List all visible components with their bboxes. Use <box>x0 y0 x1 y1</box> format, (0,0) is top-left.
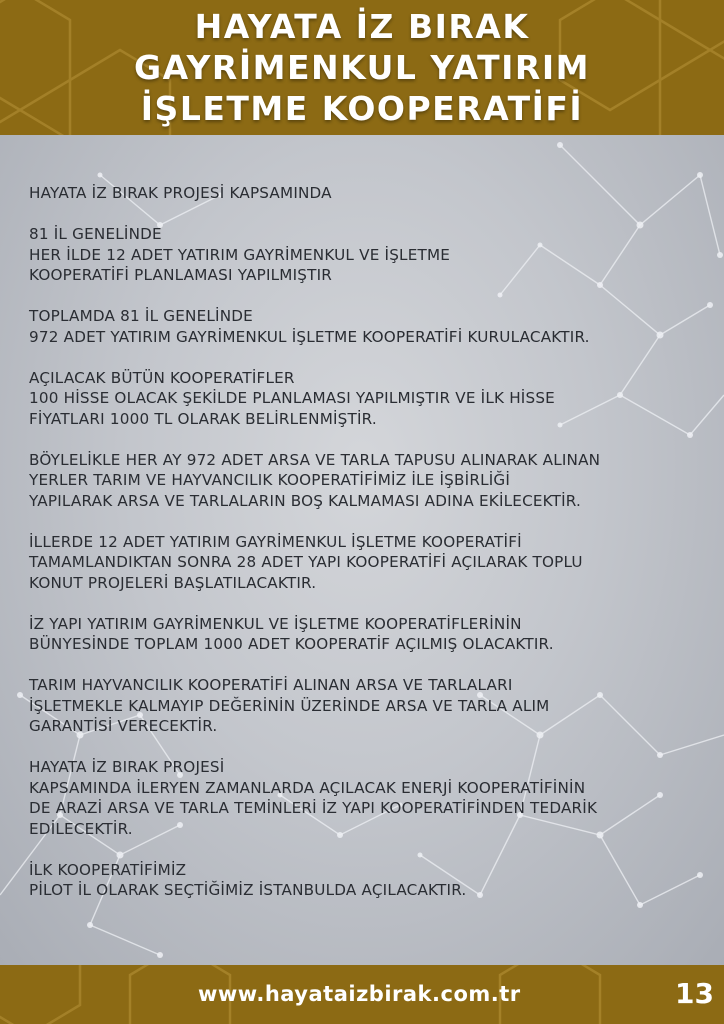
text-line: DE ARAZİ ARSA VE TARLA TEMİNLERİ İZ YAPI KOOPERATİFİNDEN TEDARİK <box>29 799 598 817</box>
text-line: 81 İL GENELİNDE <box>29 225 162 243</box>
text-line: TOPLAMDA 81 İL GENELİNDE <box>29 307 253 325</box>
text-line: 100 HİSSE OLACAK ŞEKİLDE PLANLAMASI YAPILMIŞTIR VE İLK HİSSE <box>29 389 555 407</box>
paragraph <box>29 614 719 655</box>
paragraph <box>29 532 719 594</box>
page-title <box>0 6 724 129</box>
text-line: HAYATA İZ BIRAK PROJESİ KAPSAMINDA <box>29 184 332 202</box>
text-line: TAMAMLANDIKTAN SONRA 28 ADET YAPI KOOPERATİFİ AÇILARAK TOPLU <box>29 553 583 571</box>
text-line: TARIM HAYVANCILIK KOOPERATİFİ ALINAN ARSA VE TARLALARI <box>29 676 513 694</box>
text-line: GARANTİSİ VERECEKTİR. <box>29 717 218 735</box>
paragraph <box>29 306 719 347</box>
text-line: İLLERDE 12 ADET YATIRIM GAYRİMENKUL İŞLETME KOOPERATİFİ <box>29 532 522 551</box>
paragraph <box>29 224 719 286</box>
body-text <box>29 183 719 921</box>
paragraph <box>29 368 719 430</box>
page-header <box>0 0 724 135</box>
text-line: İLK KOOPERATİFİMİZ <box>29 860 187 879</box>
text-line: FİYATLARI 1000 TL OLARAK BELİRLENMİŞTİR. <box>29 409 377 428</box>
paragraph <box>29 675 719 737</box>
text-line: EDİLECEKTİR. <box>29 819 133 838</box>
page-number: 13 <box>675 977 714 1010</box>
text-line: İŞLETMEKLE KALMAYIP DEĞERİNİN ÜZERİNDE ARSA VE TARLA ALIM <box>29 696 550 715</box>
text-line: HER İLDE 12 ADET YATIRIM GAYRİMENKUL VE İŞLETME <box>29 245 451 264</box>
page-footer <box>0 965 724 1024</box>
text-line: HAYATA İZ BIRAK PROJESİ <box>29 758 225 776</box>
paragraph <box>29 757 719 839</box>
text-line: YAPILARAK ARSA VE TARLALARIN BOŞ KALMAMASI ADINA EKİLECEKTİR. <box>29 491 582 510</box>
title-line: İŞLETME KOOPERATİFİ <box>140 89 584 128</box>
text-line: BÖYLELİKLE HER AY 972 ADET ARSA VE TARLA TAPUSU ALINARAK ALINAN <box>29 450 601 469</box>
title-line: GAYRİMENKUL YATIRIM <box>134 48 590 87</box>
paragraph <box>29 183 719 204</box>
website-link[interactable]: www.hayataizbirak.com.tr <box>198 982 521 1006</box>
text-line: PİLOT İL OLARAK SEÇTİĞİMİZ İSTANBULDA AÇILACAKTIR. <box>29 881 467 899</box>
content-panel <box>0 135 724 965</box>
paragraph <box>29 450 719 512</box>
text-line: KAPSAMINDA İLERYEN ZAMANLARDA AÇILACAK ENERJİ KOOPERATİFİNİN <box>29 778 586 797</box>
text-line: BÜNYESİNDE TOPLAM 1000 ADET KOOPERATİF AÇILMIŞ OLACAKTIR. <box>29 635 554 653</box>
text-line: KONUT PROJELERİ BAŞLATILACAKTIR. <box>29 573 317 592</box>
text-line: İZ YAPI YATIRIM GAYRİMENKUL VE İŞLETME KOOPERATİFLERİNİN <box>29 614 522 633</box>
text-line: KOOPERATİFİ PLANLAMASI YAPILMIŞTIR <box>29 266 333 284</box>
paragraph <box>29 860 719 901</box>
text-line: YERLER TARIM VE HAYVANCILIK KOOPERATİFİMİZ İLE İŞBİRLİĞİ <box>29 471 511 489</box>
text-line: 972 ADET YATIRIM GAYRİMENKUL İŞLETME KOOPERATİFİ KURULACAKTIR. <box>29 327 590 346</box>
text-line: AÇILACAK BÜTÜN KOOPERATİFLER <box>29 368 295 387</box>
title-line: HAYATA İZ BIRAK <box>194 7 530 46</box>
